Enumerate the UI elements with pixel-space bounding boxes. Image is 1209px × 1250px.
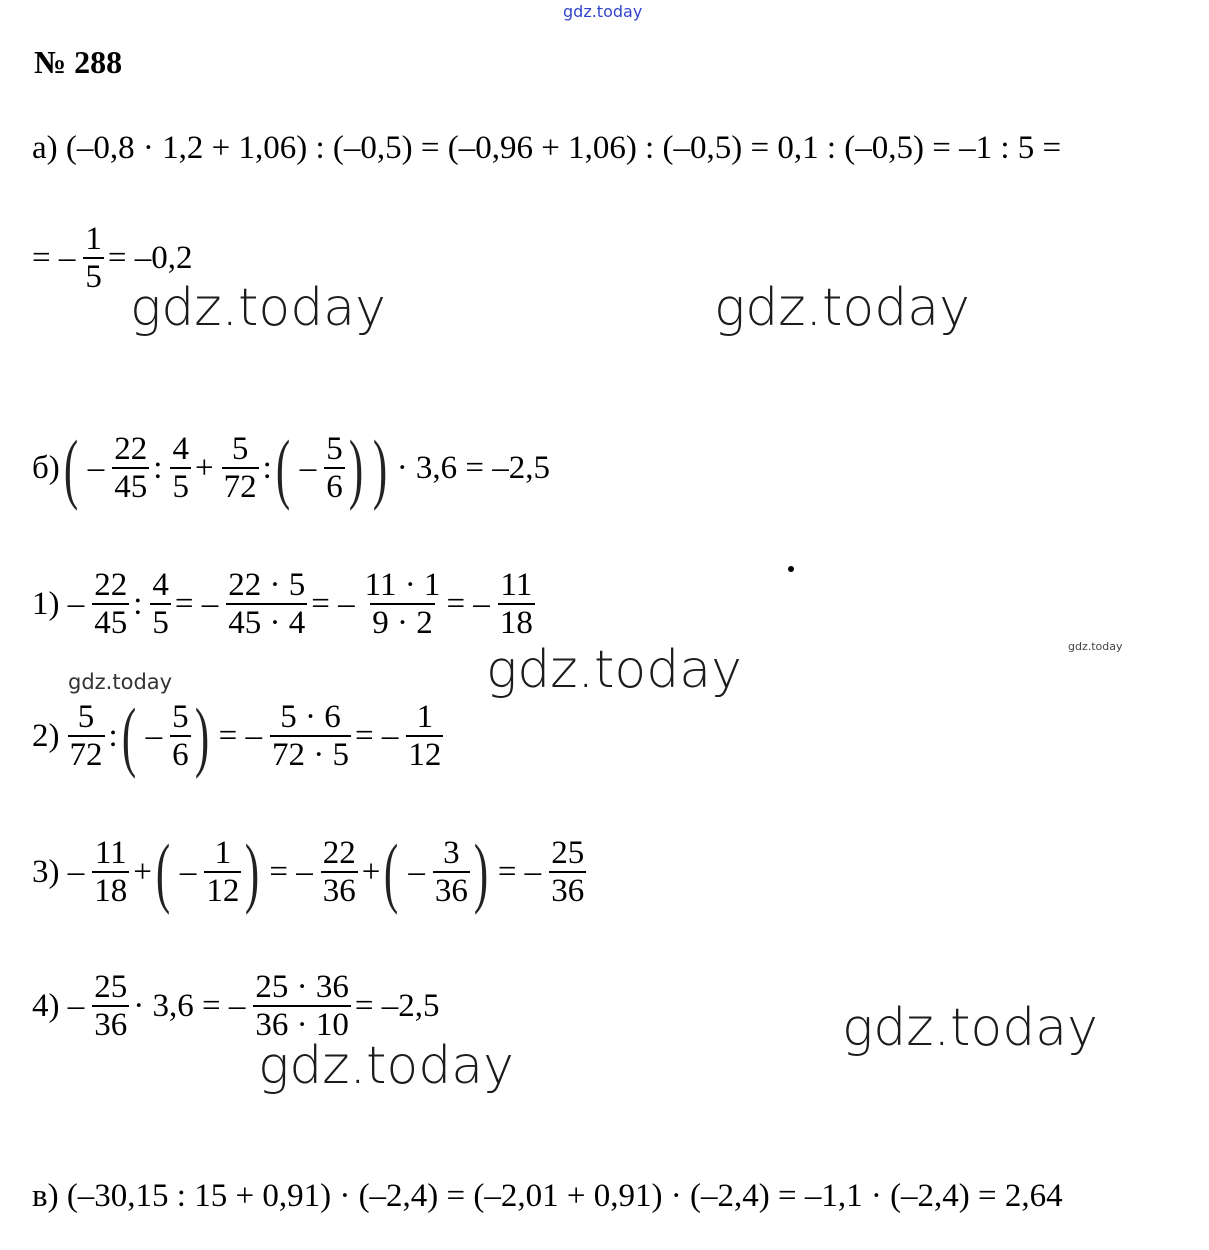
open-paren: ( xyxy=(275,424,290,512)
part-b-label: б) xyxy=(32,449,60,486)
numerator: 1 xyxy=(214,835,232,871)
operator: + xyxy=(361,853,381,890)
watermark: gdz.today xyxy=(68,670,173,694)
fraction xyxy=(406,700,443,773)
step-3 xyxy=(32,828,590,916)
operator: : xyxy=(153,449,163,486)
step-2 xyxy=(32,692,447,780)
fraction xyxy=(253,970,351,1043)
step-1-label: 1) – xyxy=(32,585,85,622)
denominator: 18 xyxy=(499,604,533,641)
operator: = – xyxy=(311,585,355,622)
minus-sign: – xyxy=(408,853,425,890)
numerator: 25 · 36 xyxy=(255,969,349,1005)
operator: + xyxy=(194,449,214,486)
numerator: 1 xyxy=(85,221,102,257)
fraction xyxy=(324,432,345,505)
numerator: 22 · 5 xyxy=(228,567,306,603)
denominator: 12 xyxy=(408,736,442,773)
part-a-line1: а) (–0,8 · 1,2 + 1,06) : (–0,5) = (–0,96 + 1,06) : (–0,5) = 0,1 : (–0,5) = –1 : 5 = xyxy=(32,130,1062,166)
numerator: 5 · 6 xyxy=(280,699,341,735)
fraction xyxy=(270,700,351,773)
denominator: 45 · 4 xyxy=(228,604,306,641)
fraction xyxy=(150,568,171,641)
numerator: 5 xyxy=(231,431,249,467)
numerator: 11 xyxy=(94,835,127,871)
denominator: 36 xyxy=(322,872,356,909)
operator: = – xyxy=(269,853,313,890)
numerator: 11 · 1 xyxy=(364,567,441,603)
denominator: 9 · 2 xyxy=(372,604,433,641)
open-paren: ( xyxy=(63,424,78,512)
part-b-expression xyxy=(32,424,554,512)
open-paren: ( xyxy=(121,692,136,780)
close-paren: ) xyxy=(348,424,363,512)
fraction xyxy=(92,836,129,909)
denominator: 72 xyxy=(69,736,103,773)
numerator: 5 xyxy=(77,699,95,735)
step-1 xyxy=(32,568,539,641)
denominator: 72 xyxy=(223,468,257,505)
numerator: 22 xyxy=(114,431,148,467)
close-paren: ) xyxy=(372,424,387,512)
denominator: 36 xyxy=(94,1006,128,1043)
fraction xyxy=(92,568,129,641)
step-2-label: 2) xyxy=(32,717,60,754)
watermark: gdz.today xyxy=(258,1036,514,1096)
operator: : xyxy=(133,585,143,622)
numerator: 25 xyxy=(94,969,128,1005)
numerator: 25 xyxy=(551,835,585,871)
close-paren: ) xyxy=(473,828,488,916)
step-4-label: 4) – xyxy=(32,987,85,1024)
stray-dot xyxy=(788,566,794,572)
watermark: gdz.today xyxy=(1068,640,1123,653)
fraction xyxy=(433,836,470,909)
denominator: 72 · 5 xyxy=(272,736,350,773)
operator: = – xyxy=(218,717,263,754)
operator: = – xyxy=(174,585,219,622)
minus-sign: – xyxy=(145,717,163,754)
denominator: 12 xyxy=(206,872,240,909)
fraction xyxy=(363,568,443,641)
part-a-result: = –0,2 xyxy=(107,239,193,276)
watermark: gdz.today xyxy=(842,998,1098,1058)
close-paren: ) xyxy=(245,828,260,916)
problem-number: № 288 xyxy=(34,44,123,80)
step-4-result: = –2,5 xyxy=(354,987,440,1024)
numerator: 4 xyxy=(152,567,169,603)
fraction xyxy=(222,432,259,505)
part-v-line: в) (–30,15 : 15 + 0,91) · (–2,4) = (–2,01 + 0,91) · (–2,4) = –1,1 · (–2,4) = 2,64 xyxy=(32,1178,1063,1214)
denominator: 5 xyxy=(172,468,189,505)
denominator: 36 xyxy=(434,872,468,909)
operator: = – xyxy=(497,853,542,890)
denominator: 18 xyxy=(94,872,128,909)
denominator: 45 xyxy=(114,468,148,505)
fraction xyxy=(112,432,149,505)
watermark: gdz.today xyxy=(486,640,742,700)
watermark: gdz.today xyxy=(714,278,970,338)
minus-sign: – xyxy=(299,449,317,486)
fraction xyxy=(226,568,307,641)
denominator: 5 xyxy=(85,258,102,295)
numerator: 22 xyxy=(322,835,356,871)
fraction xyxy=(68,700,105,773)
operator: : xyxy=(262,449,272,486)
close-paren: ) xyxy=(194,692,209,780)
watermark-top: gdz.today xyxy=(563,2,643,21)
fraction xyxy=(83,222,104,295)
denominator: 6 xyxy=(326,468,343,505)
fraction xyxy=(92,970,129,1043)
numerator: 5 xyxy=(326,431,343,467)
fraction xyxy=(204,836,241,909)
watermark: gdz.today xyxy=(130,278,386,338)
open-paren: ( xyxy=(384,828,399,916)
step-3-label: 3) – xyxy=(32,853,85,890)
step-4 xyxy=(32,970,443,1043)
numerator: 1 xyxy=(416,699,434,735)
numerator: 3 xyxy=(443,835,460,871)
denominator: 5 xyxy=(152,604,169,641)
part-b-tail: · 3,6 = –2,5 xyxy=(396,449,551,486)
operator: · 3,6 = – xyxy=(133,987,246,1024)
denominator: 36 xyxy=(551,872,585,909)
operator: = – xyxy=(446,585,490,622)
denominator: 36 · 10 xyxy=(255,1006,349,1043)
fraction xyxy=(170,432,191,505)
open-paren: ( xyxy=(155,828,171,916)
part-a-prefix: = – xyxy=(32,239,76,276)
numerator: 22 xyxy=(94,567,128,603)
operator: : xyxy=(108,717,118,754)
denominator: 6 xyxy=(172,736,189,773)
fraction xyxy=(170,700,191,773)
numerator: 11 xyxy=(500,567,533,603)
numerator: 4 xyxy=(172,431,189,467)
numerator: 5 xyxy=(172,699,189,735)
operator: + xyxy=(133,853,152,890)
fraction xyxy=(321,836,358,909)
minus-sign: – xyxy=(179,853,197,890)
minus-sign: – xyxy=(87,449,105,486)
operator: = – xyxy=(355,717,399,754)
fraction xyxy=(498,568,535,641)
denominator: 45 xyxy=(94,604,128,641)
fraction xyxy=(549,836,586,909)
